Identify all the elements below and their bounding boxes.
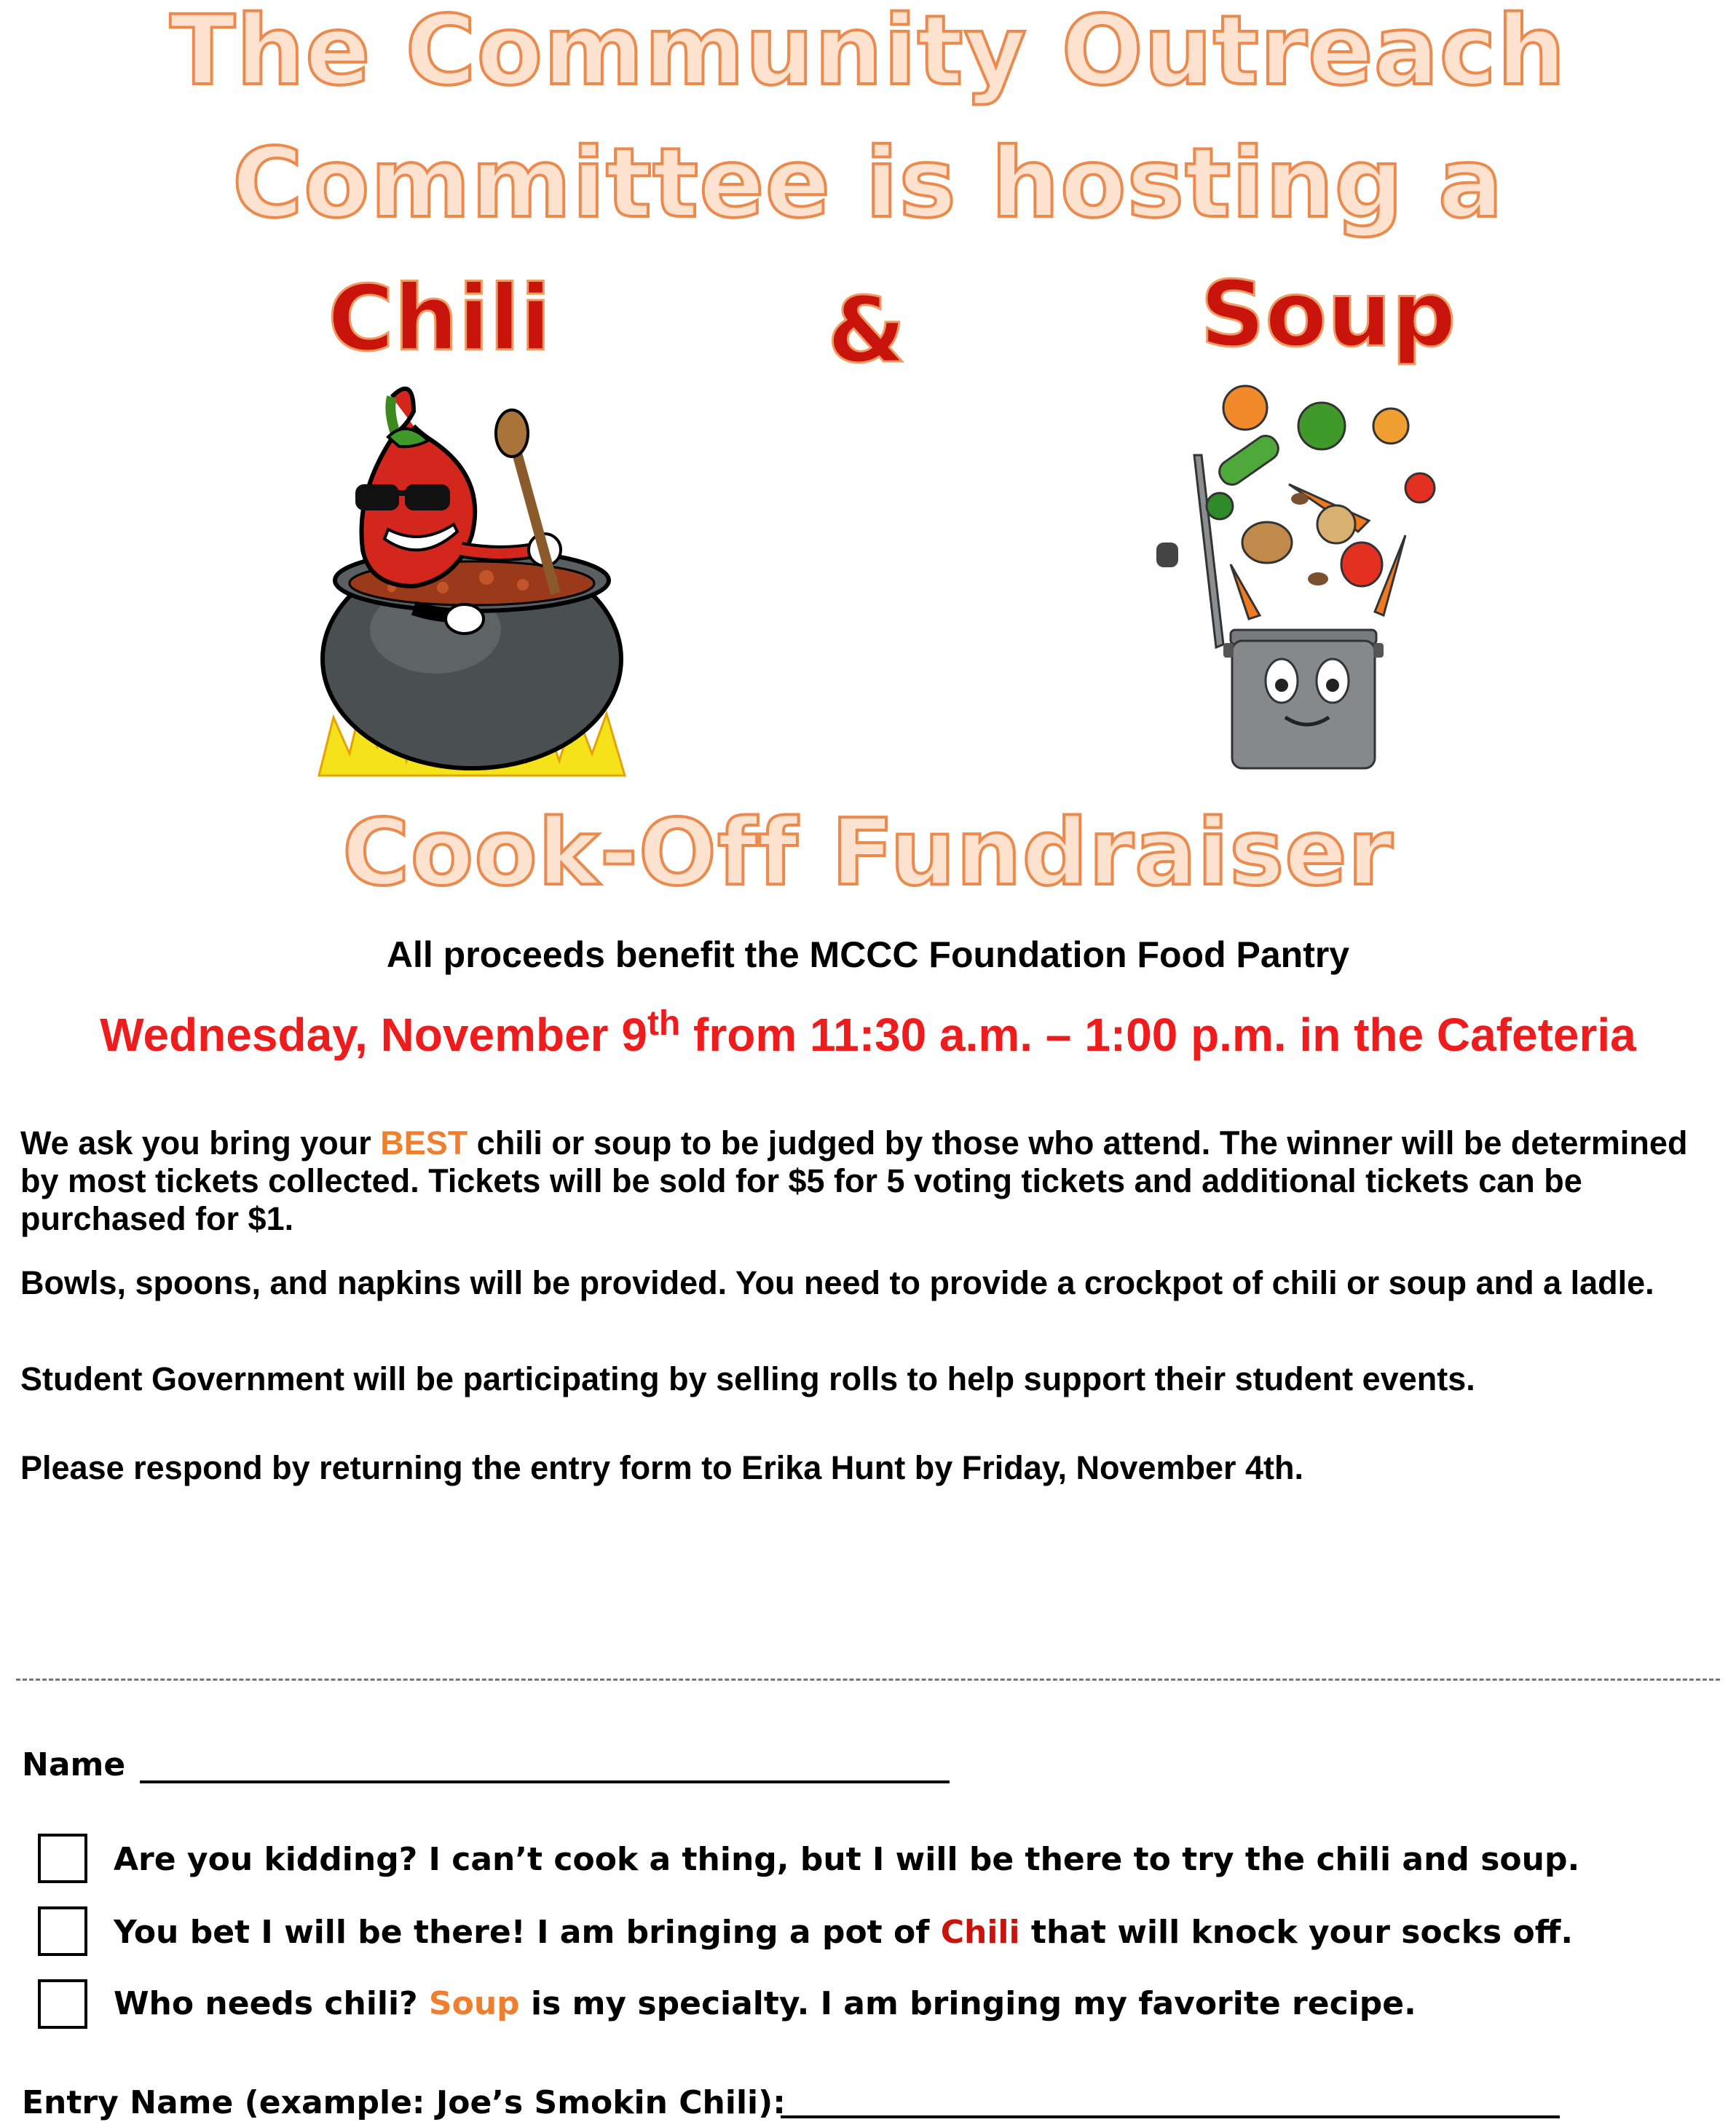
event-date-suffix: th bbox=[647, 1004, 681, 1043]
entry-name-label: Entry Name (example: Joe’s Smokin Chili): bbox=[22, 2084, 786, 2121]
paragraph-judging-text: We ask you bring your bbox=[20, 1124, 381, 1161]
chili-heading: Chili bbox=[328, 267, 551, 371]
option-bring-soup-text: Who needs chili? bbox=[114, 1985, 429, 2022]
event-date-line bbox=[0, 1003, 1736, 1062]
name-label: Name bbox=[22, 1746, 126, 1783]
title-line-1: The Community Outreach bbox=[170, 0, 1566, 107]
entry-name-field[interactable] bbox=[781, 2115, 1560, 2118]
ampersand-heading: & bbox=[827, 278, 907, 383]
name-field[interactable] bbox=[140, 1780, 950, 1783]
paragraph-supplies: Bowls, spoons, and napkins will be provided. You need to provide a crockpot of chili or soup and a ladle. bbox=[20, 1264, 1654, 1301]
option-bring-chili bbox=[114, 1914, 1573, 1952]
title-line-2: Committee is hosting a bbox=[232, 127, 1504, 240]
event-date-prefix: Wednesday, November 9 bbox=[100, 1009, 647, 1061]
checkbox-bring-soup[interactable] bbox=[38, 1979, 87, 2029]
option-attend-only: Are you kidding? I can’t cook a thing, but I will be there to try the chili and soup. bbox=[114, 1841, 1580, 1878]
paragraph-judging bbox=[20, 1124, 1710, 1238]
option-bring-soup-text-2: is my specialty. I am bringing my favorite recipe. bbox=[519, 1985, 1416, 2022]
checkbox-attend-only[interactable] bbox=[38, 1834, 87, 1883]
option-bring-soup bbox=[114, 1985, 1416, 2023]
soup-heading: Soup bbox=[1200, 262, 1456, 367]
cookoff-subtitle: Cook-Off Fundraiser bbox=[342, 799, 1394, 906]
cut-line-divider bbox=[16, 1679, 1720, 1681]
chili-highlight: Chili bbox=[940, 1914, 1020, 1951]
chili-pepper-cauldron-icon bbox=[304, 368, 647, 783]
event-date-rest: from 11:30 a.m. – 1:00 p.m. in the Cafeteria bbox=[680, 1009, 1636, 1061]
paragraph-judging-text-2: chili or soup to be judged by those who attend. The winner will be determined by most tickets collected. Tickets will be sold for $5 for 5 voting tickets and additional tickets can be purchased for $1. bbox=[20, 1124, 1688, 1237]
best-highlight: BEST bbox=[380, 1124, 468, 1161]
checkbox-bring-chili[interactable] bbox=[38, 1906, 87, 1956]
paragraph-respond: Please respond by returning the entry form to Erika Hunt by Friday, November 4th. bbox=[20, 1449, 1304, 1486]
option-bring-chili-text-2: that will knock your socks off. bbox=[1019, 1914, 1574, 1951]
option-bring-chili-text: You bet I will be there! I am bringing a pot of bbox=[114, 1914, 941, 1951]
soup-pot-vegetables-icon bbox=[1151, 368, 1442, 776]
soup-highlight: Soup bbox=[428, 1985, 520, 2022]
benefit-line: All proceeds benefit the MCCC Foundation Food Pantry bbox=[386, 934, 1350, 975]
paragraph-student-government: Student Government will be participating by selling rolls to help support their student events. bbox=[20, 1360, 1475, 1397]
